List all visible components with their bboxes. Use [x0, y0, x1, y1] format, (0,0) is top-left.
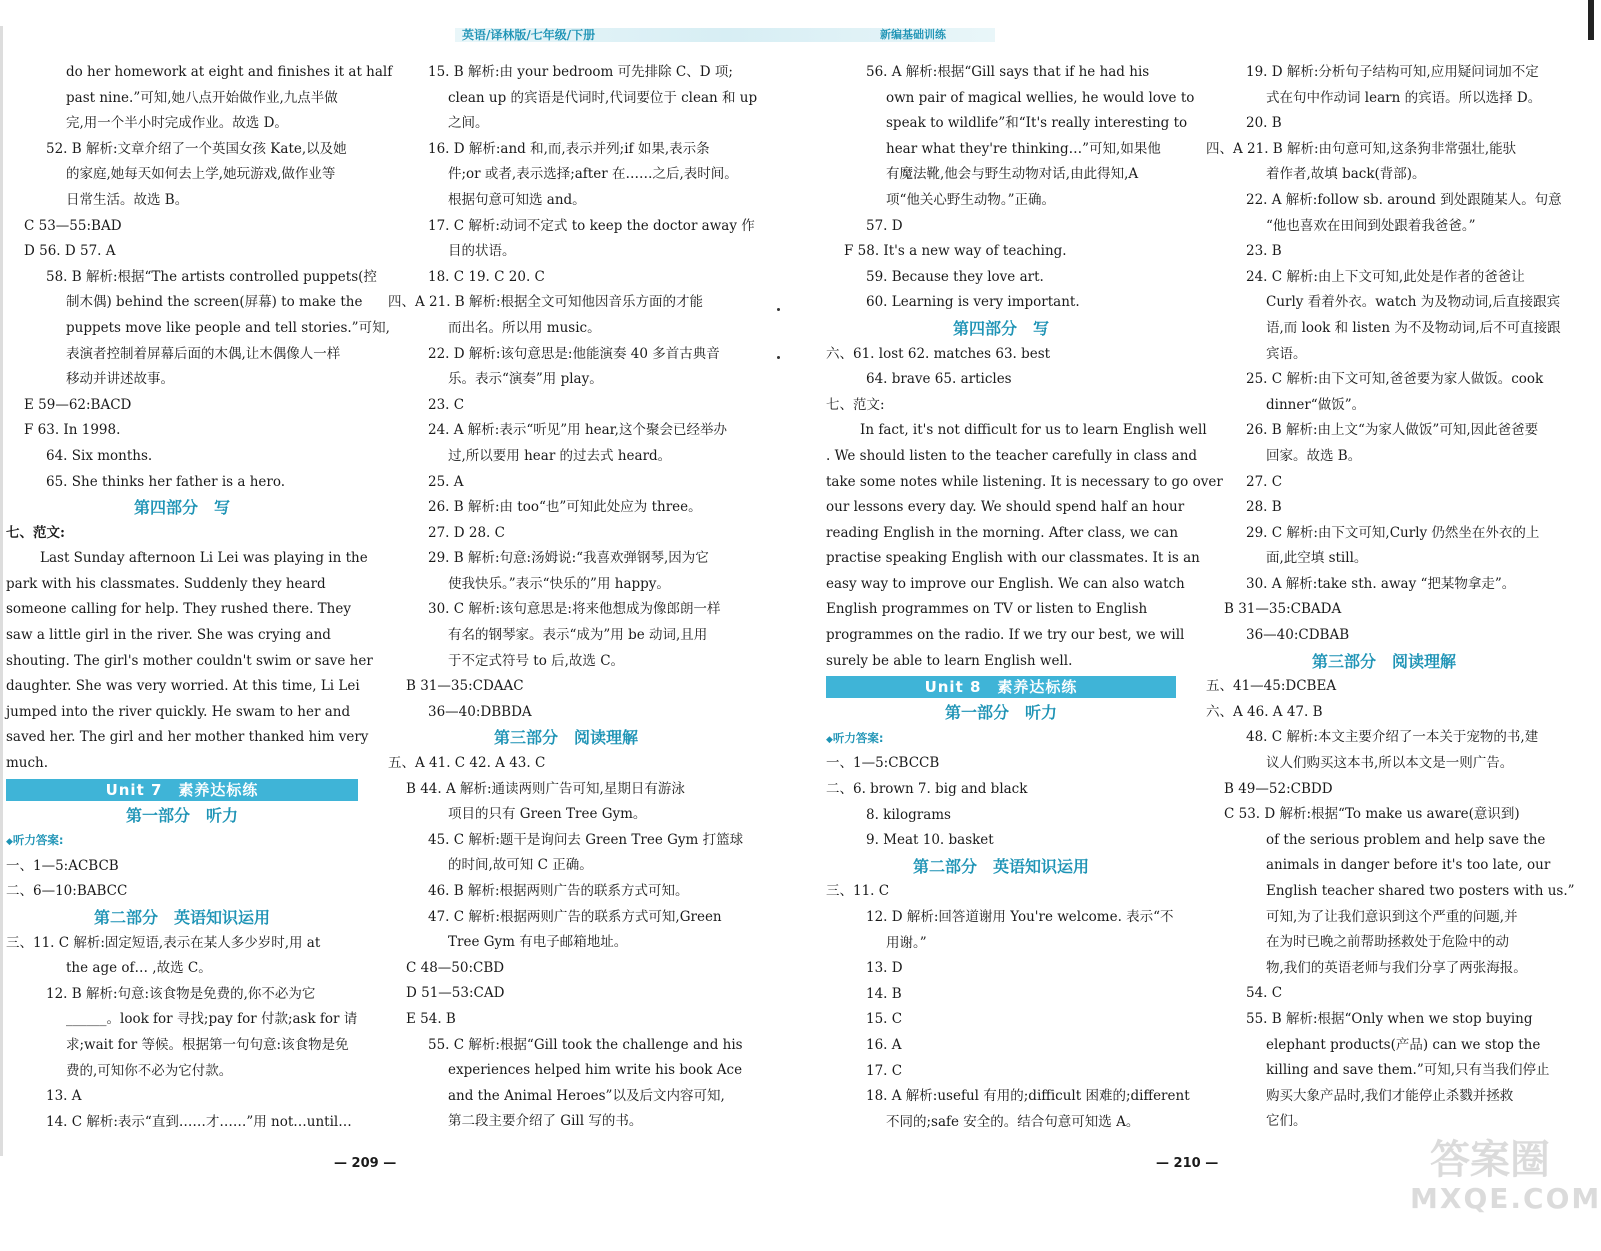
answer-line: 的时间,故可知 C 正确。 — [448, 857, 593, 874]
answer-line: 60. Learning is very important. — [866, 294, 1080, 311]
binding-edge — [0, 26, 3, 1156]
essay-line: Last Sunday afternoon Li Lei was playing in the — [40, 550, 368, 567]
answer-line: 19. D 解析:分析句子结构可知,应用疑问词加不定 — [1246, 64, 1539, 80]
answer-line: 29. C 解析:由下文可知,Curly 仍然坐在外衣的上 — [1246, 524, 1540, 541]
section-heading-listening: 第一部分 听力 — [125, 805, 238, 825]
answer-line: 宾语。 — [1266, 345, 1307, 362]
answer-line: 25. C 解析:由下文可知,爸爸要为家人做饭。cook — [1246, 371, 1544, 388]
answer-line: 36—40:CDBAB — [1246, 627, 1350, 644]
answer-line: 五、A 41. C 42. A 43. C — [388, 755, 546, 772]
answer-line: 55. B 解析:根据“Only when we stop buying — [1246, 1010, 1533, 1027]
answer-line: 28. B — [1246, 499, 1282, 516]
essay-line: reading English in the morning. After class, we can — [826, 524, 1179, 541]
answer-line: 用谢。” — [886, 934, 927, 951]
answer-line: 求;wait for 等候。根据第一句句意:该食物是免 — [66, 1036, 349, 1053]
essay-line: In fact, it's not difficult for us to learn English well — [860, 422, 1207, 439]
answer-line: hear what they're thinking…”可知,如果他 — [886, 140, 1161, 157]
answer-line: 24. A 解析:表示“听见”用 hear,这个聚会已经举办 — [428, 422, 727, 439]
answer-line: 可知,为了让我们意识到这个严重的问题,并 — [1266, 908, 1518, 925]
answer-line: 23. C — [428, 396, 465, 413]
answer-line: 不同的;safe 安全的。结合句意可知选 A。 — [886, 1113, 1140, 1130]
answer-line: 过,所以要用 hear 的过去式 heard。 — [448, 447, 672, 464]
page-number-right: — 210 — — [1156, 1156, 1219, 1171]
answer-line: 26. B 解析:由 too“也”可知此处应为 three。 — [428, 499, 702, 516]
header-series-title: 新编基础训练 — [880, 28, 946, 41]
answer-line: of the serious problem and help save the — [1266, 831, 1546, 848]
page-corner-mark — [1588, 0, 1594, 40]
essay-line: take some notes while listening. It is necessary to go over — [826, 473, 1223, 490]
answer-line: 17. C — [866, 1062, 903, 1079]
answer-line: B 49—52:CBDD — [1224, 780, 1333, 797]
answer-line: 而出名。所以用 music。 — [448, 319, 601, 336]
answer-line: F 63. In 1998. — [24, 422, 121, 439]
answer-line: 着作者,故填 back(背部)。 — [1266, 166, 1426, 183]
answer-line: 30. C 解析:该句意思是:将来他想成为像郎朗一样 — [428, 601, 721, 618]
answer-line: 六、61. lost 62. matches 63. best — [826, 345, 1051, 362]
answer-line: dinner“做饭”。 — [1266, 396, 1366, 413]
answer-line: 23. B — [1246, 243, 1282, 260]
answer-line: do her homework at eight and finishes it at half — [66, 64, 393, 80]
answer-line: 项目的只有 Green Tree Gym。 — [448, 806, 647, 823]
watermark-logo — [1410, 1137, 1601, 1238]
listening-answers-label: ◆ 听力答案: — [826, 726, 1176, 752]
essay-label: 七、范文: — [6, 524, 65, 541]
essay-line: our lessons every day. We should spend half an hour — [826, 499, 1185, 516]
answer-line: 12. B 解析:句意:该食物是免费的,你不必为它 — [46, 985, 316, 1002]
essay-line: daughter. She was very worried. At this time, Li Lei — [6, 678, 360, 695]
answer-line: 二、6. brown 7. big and black — [826, 781, 1028, 798]
answer-line: 完,用一个半小时完成作业。故选 D。 — [66, 115, 288, 132]
answer-line: 使我快乐。”表示“快乐的”用 happy。 — [448, 575, 670, 592]
section-heading-knowledge: 第二部分 英语知识运用 — [912, 856, 1089, 876]
watermark-sub-text: MXQE.COM — [1410, 1182, 1601, 1215]
section-heading-write: 第四部分 写 — [952, 318, 1049, 338]
watermark-main-text: 答案圈 — [1430, 1137, 1550, 1183]
answer-line: 第二段主要介绍了 Gill 写的书。 — [448, 1113, 643, 1130]
page-number-left: — 209 — — [334, 1156, 397, 1171]
answer-line: “他也喜欢在田间到处跟着我爸爸。” — [1266, 217, 1476, 234]
answer-line: 36—40:DBBDA — [428, 703, 532, 720]
answer-line: 购买大象产品时,我们才能停止杀戮并拯救 — [1266, 1087, 1514, 1104]
essay-line: someone calling for help. They rushed there. They — [6, 601, 351, 618]
answer-line: 语,而 look 和 listen 为不及物动词,后不可直接跟 — [1266, 319, 1561, 336]
answer-line: 式在句中作动词 learn 的宾语。所以选择 D。 — [1266, 89, 1542, 106]
answer-line: 18. C 19. C 20. C — [428, 268, 545, 285]
answer-line: 8. kilograms — [866, 806, 951, 823]
answer-line: speak to wildlife”和“It's really interesting to — [886, 115, 1188, 132]
answer-line: F 58. It's a new way of teaching. — [844, 243, 1067, 260]
answer-line: ______。look for 寻找;pay for 付款;ask for 请 — [66, 1011, 358, 1028]
essay-line: saved her. The girl and her mother thanked him very — [6, 729, 369, 746]
answer-line: 57. D — [866, 217, 903, 234]
answer-line: 22. A 解析:follow sb. around 到处跟随某人。句意 — [1246, 191, 1562, 208]
column-1 — [6, 60, 393, 1135]
answer-line: 29. B 解析:句意:汤姆说:“我喜欢弹钢琴,因为它 — [428, 550, 709, 567]
answer-line: 一、1—5:CBCCB — [826, 755, 940, 772]
answer-line: 议人们购买这本书,所以本文是一则广告。 — [1266, 755, 1514, 772]
answer-line: B 31—35:CDAAC — [406, 678, 524, 695]
answer-line: 三、11. C — [826, 883, 890, 900]
answer-line: and the Animal Heroes”以及后文内容可知, — [448, 1087, 725, 1104]
answer-line: past nine.”可知,她八点开始做作业,九点半做 — [66, 89, 338, 106]
answer-line: puppets move like people and tell stories.”可知, — [66, 319, 390, 336]
column-4 — [1206, 60, 1575, 1135]
answer-line: 15. C — [866, 1011, 903, 1028]
answer-line: 59. Because they love art. — [866, 268, 1044, 285]
essay-line: . We should listen to the teacher carefully in class and — [826, 447, 1198, 464]
column-2 — [388, 60, 758, 1135]
answer-line: 乐。表示“演奏”用 play。 — [448, 371, 603, 388]
answer-line: Curly 看着外衣。watch 为及物动词,后直接跟宾 — [1266, 294, 1561, 311]
answer-line: own pair of magical wellies, he would love to — [886, 89, 1195, 106]
answer-line: C 48—50:CBD — [406, 959, 505, 976]
answer-line: 55. C 解析:根据“Gill took the challenge and his — [428, 1036, 743, 1053]
answer-line: 17. C 解析:动词不定式 to keep the doctor away 作 — [428, 217, 755, 234]
answer-line: 四、A 21. B 解析:由句意可知,这条狗非常强壮,能驮 — [1206, 140, 1517, 157]
answer-line: experiences helped him write his book Ace — [448, 1062, 743, 1079]
section-heading-write: 第四部分 写 — [133, 498, 230, 518]
answer-line: 48. C 解析:本文主要介绍了一本关于宠物的书,建 — [1246, 729, 1539, 746]
section-heading-reading: 第三部分 阅读理解 — [493, 728, 638, 748]
answer-line: 有名的钢琴家。表示“成为”用 be 动词,且用 — [448, 627, 708, 644]
answer-line: 日常生活。故选 B。 — [66, 191, 189, 208]
answer-line: 54. C — [1246, 985, 1283, 1002]
answer-line: D 56. D 57. A — [24, 243, 116, 260]
answer-line: clean up 的宾语是代词时,代词要位于 clean 和 up — [448, 89, 758, 106]
column-3 — [826, 60, 1223, 1135]
answer-line: 之间。 — [448, 115, 489, 132]
answer-line: 14. C 解析:表示“直到……才……”用 not…until… — [46, 1113, 352, 1130]
answer-line: 费的,可知你不必为它付款。 — [66, 1062, 233, 1079]
answer-line: 制木偶) behind the screen(屏幕) to make the — [66, 294, 363, 311]
essay-line: saw a little girl in the river. She was crying and — [6, 627, 331, 644]
answer-line: 目的状语。 — [448, 243, 516, 260]
answer-line: 七、范文: — [826, 396, 885, 413]
essay-line: easy way to improve our English. We can also watch — [826, 575, 1185, 592]
answer-line: 项“他关心野生动物。”正确。 — [886, 191, 1056, 208]
fold-dot — [777, 308, 780, 311]
listening-answers-label: ◆ 听力答案: — [6, 828, 358, 854]
answer-line: B 31—35:CBADA — [1224, 601, 1342, 618]
answer-line: 64. Six months. — [46, 447, 153, 464]
essay-line: practise speaking English with our classmates. It is an — [826, 550, 1200, 567]
answer-line: killing and save them.”可知,只有当我们停止 — [1266, 1062, 1550, 1079]
answer-line: 件;or 或者,表示选择;after 在……之后,表时间。 — [448, 166, 738, 183]
answer-line: 14. B — [866, 985, 902, 1002]
answer-line: 五、41—45:DCBEA — [1206, 678, 1337, 695]
answer-line: 30. A 解析:take sth. away “把某物拿走”。 — [1246, 575, 1516, 592]
answer-line: 物,我们的英语老师与我们分享了两张海报。 — [1266, 959, 1527, 976]
answer-line: C 53—55:BAD — [24, 217, 122, 234]
answer-line: 16. D 解析:and 和,而,表示并列;if 如果,表示条 — [428, 140, 710, 157]
answer-line: 三、11. C 解析:固定短语,表示在某人多少岁时,用 at — [6, 934, 321, 951]
answer-line: 22. D 解析:该句意思是:他能演奏 40 多首古典音 — [428, 345, 720, 362]
answer-line: B 44. A 解析:通读两则广告可知,星期日有游泳 — [406, 780, 685, 797]
answer-line: 65. She thinks her father is a hero. — [46, 473, 286, 490]
answer-line: E 54. B — [406, 1010, 456, 1027]
fold-dot — [777, 356, 780, 359]
unit-8-banner: Unit 8 素养达标练 — [826, 676, 1176, 698]
essay-line: park with his classmates. Suddenly they heard — [6, 575, 326, 592]
answer-line: the age of… ,故选 C。 — [66, 960, 212, 977]
answer-line: C 53. D 解析:根据“To make us aware(意识到) — [1224, 806, 1520, 823]
answer-line: 有魔法靴,他会与野生动物对话,由此得知,A — [886, 166, 1139, 183]
answer-line: 一、1—5:ACBCB — [6, 857, 119, 874]
answer-line: 四、A 21. B 解析:根据全文可知他因音乐方面的才能 — [388, 294, 704, 311]
answer-line: 的家庭,她每天如何去上学,她玩游戏,做作业等 — [66, 166, 336, 183]
essay-line: much. — [6, 755, 49, 772]
answer-line: 24. C 解析:由上下文可知,此处是作者的爸爸让 — [1246, 268, 1525, 285]
answer-line: 面,此空填 still。 — [1266, 550, 1368, 567]
answer-line: 六、A 46. A 47. B — [1206, 703, 1323, 720]
answer-line: 52. B 解析:文章介绍了一个英国女孩 Kate,以及她 — [46, 140, 347, 157]
answer-line: 25. A — [428, 473, 464, 490]
answer-line: 18. A 解析:useful 有用的;difficult 困难的;different — [866, 1088, 1190, 1105]
essay-line: jumped into the river quickly. He swam to her and — [6, 703, 351, 720]
answer-line: 12. D 解析:回答道谢用 You're welcome. 表示“不 — [866, 909, 1174, 925]
header-book-info: 英语/译林版/七年级/下册 — [462, 28, 596, 42]
answer-line: 于不定式符号 to 后,故选 C。 — [448, 652, 625, 669]
answer-line: 64. brave 65. articles — [866, 371, 1012, 388]
answer-line: 45. C 解析:题干是询问去 Green Tree Gym 打篮球 — [428, 831, 744, 848]
essay-line: English programmes on TV or listen to English — [826, 601, 1148, 618]
answer-line: D 51—53:CAD — [406, 985, 505, 1002]
answer-line: 在为时已晚之前帮助拯救处于危险中的动 — [1266, 934, 1509, 951]
answer-line: 16. A — [866, 1036, 902, 1053]
essay-line: programmes on the radio. If we try our best, we will — [826, 627, 1185, 644]
answer-line: E 59—62:BACD — [24, 396, 132, 413]
answer-line: 移动并讲述故事。 — [66, 371, 174, 388]
answer-line: Tree Gym 有电子邮箱地址。 — [448, 934, 628, 951]
answer-line: 58. B 解析:根据“The artists controlled puppets(控 — [46, 268, 377, 285]
section-heading-listening: 第一部分 听力 — [944, 703, 1057, 723]
answer-line: 27. D 28. C — [428, 524, 505, 541]
essay-line: shouting. The girl's mother couldn't swim or save her — [6, 652, 373, 669]
answer-line: 47. C 解析:根据两则广告的联系方式可知,Green — [428, 908, 722, 925]
answer-line: 二、6—10:BABCC — [6, 883, 128, 900]
answer-line: 9. Meat 10. basket — [866, 832, 994, 849]
answer-line: 表演者控制着屏幕后面的木偶,让木偶像人一样 — [66, 345, 341, 362]
answer-line: 根据句意可知选 and。 — [448, 191, 586, 208]
answer-line: 13. A — [46, 1088, 82, 1105]
answer-line: 15. B 解析:由 your bedroom 可先排除 C、D 项; — [428, 64, 733, 80]
answer-line: 它们。 — [1266, 1113, 1307, 1130]
answer-line: English teacher shared two posters with us.” — [1266, 883, 1575, 899]
section-heading-reading: 第三部分 阅读理解 — [1311, 651, 1456, 671]
answer-line: 46. B 解析:根据两则广告的联系方式可知。 — [428, 883, 689, 899]
answer-line: 回家。故选 B。 — [1266, 447, 1362, 464]
answer-line: 56. A 解析:根据“Gill says that if he had his — [866, 64, 1150, 80]
section-heading-knowledge: 第二部分 英语知识运用 — [93, 908, 270, 927]
answer-line: 20. B — [1246, 115, 1282, 132]
answer-line: elephant products(产品) can we stop the — [1266, 1036, 1541, 1053]
answer-line: 26. B 解析:由上文“为家人做饭”可知,因此爸爸要 — [1246, 422, 1539, 439]
answer-line: animals in danger before it's too late, our — [1266, 857, 1551, 874]
essay-line: surely be able to learn English well. — [826, 652, 1073, 669]
unit-7-banner: Unit 7 素养达标练 — [6, 779, 358, 801]
answer-line: 13. D — [866, 960, 903, 977]
answer-line: 27. C — [1246, 473, 1283, 490]
